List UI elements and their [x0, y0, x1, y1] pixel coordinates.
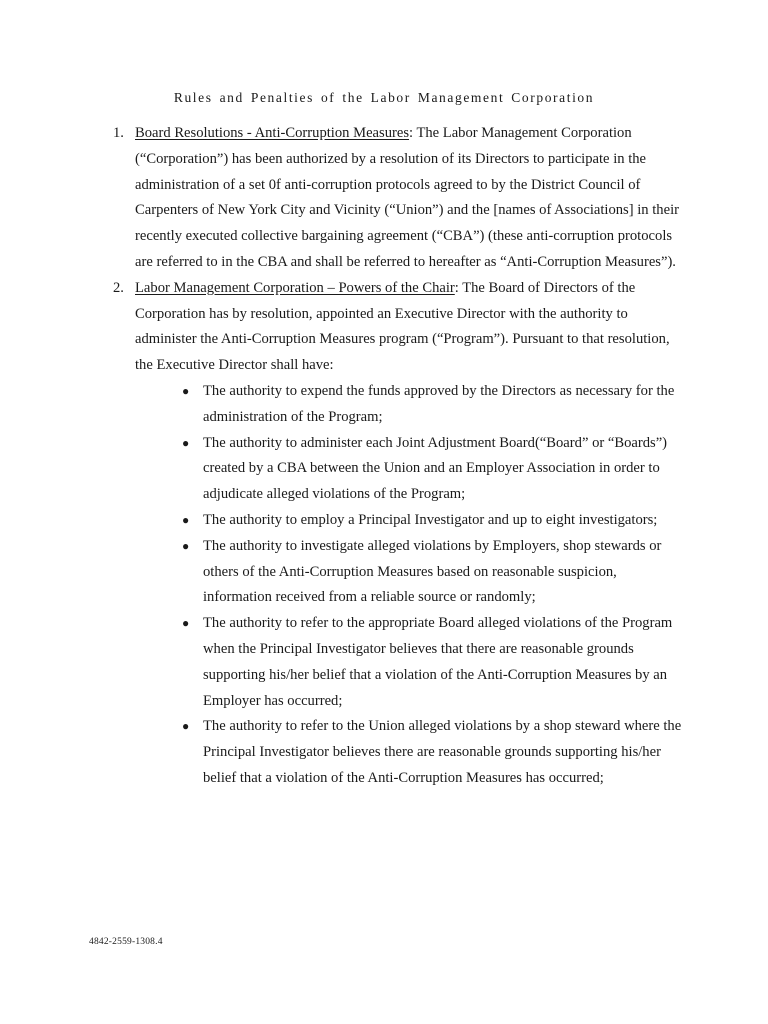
section-2	[113, 276, 683, 792]
list-item: ● The authority to employ a Principal Investigator and up to eight investigators;	[135, 508, 683, 534]
list-item: ● The authority to refer to the appropriate Board alleged violations of the Program when the Principal Investigator believes that there are reasonable grounds supporting his/her belief that a violation of the Anti-Corruption Measures by an Employer has occurred;	[135, 611, 683, 714]
bullet-icon: ●	[182, 512, 190, 527]
list-item: ● The authority to expend the funds approved by the Directors as necessary for the administration of the Program;	[135, 379, 683, 431]
section-heading: Labor Management Corporation – Powers of the Chair	[135, 279, 455, 296]
list-item: ● The authority to refer to the Union alleged violations by a shop steward where the Principal Investigator believes there are reasonable grounds supporting his/her belief that a violation of the Anti-Corruption Measures has occurred;	[135, 714, 683, 791]
document-id-footer: 4842-2559-1308.4	[89, 937, 163, 947]
bullet-icon: ●	[182, 383, 190, 398]
bullet-icon: ●	[182, 538, 190, 553]
bullet-icon: ●	[182, 616, 190, 631]
powers-bullet-list	[135, 379, 683, 792]
rules-list	[113, 121, 683, 792]
list-item: ● The authority to investigate alleged violations by Employers, shop stewards or others of the Anti-Corruption Measures based on reasonable suspicion, information received from a reliable source or randomly;	[135, 534, 683, 611]
bullet-icon: ●	[182, 435, 190, 450]
section-text: : The Labor Management Corporation (“Corporation”) has been authorized by a resolution of its Directors to participate in the administration of a set 0f anti-corruption protocols agreed to by the District Council of Carpenters of New York City and Vicinity (“Union”) and the [names of Associations] in their recently executed collective bargaining agreement (“CBA”) (these anti-corruption protocols are referred to in the CBA and shall be referred to hereafter as “Anti-Corruption Measures”).	[135, 125, 679, 270]
list-item: ● The authority to administer each Joint Adjustment Board(“Board” or “Boards”) created by a CBA between the Union and an Employer Association in order to adjudicate alleged violations of the Program;	[135, 431, 683, 508]
section-heading: Board Resolutions - Anti-Corruption Measures	[135, 125, 410, 141]
bullet-icon: ●	[182, 719, 190, 734]
section-number: 1.	[113, 125, 124, 141]
section-1	[113, 121, 683, 276]
section-number: 2.	[113, 279, 124, 296]
page-title: Rules and Penalties of the Labor Management Corporation	[173, 90, 595, 105]
section-text: : The Board of Directors of the Corporation has by resolution, appointed an Executive Director with the authority to administer the Anti-Corruption Measures program (“Program”). Pursuant to that resolution, the Executive Director shall have:	[135, 279, 670, 374]
